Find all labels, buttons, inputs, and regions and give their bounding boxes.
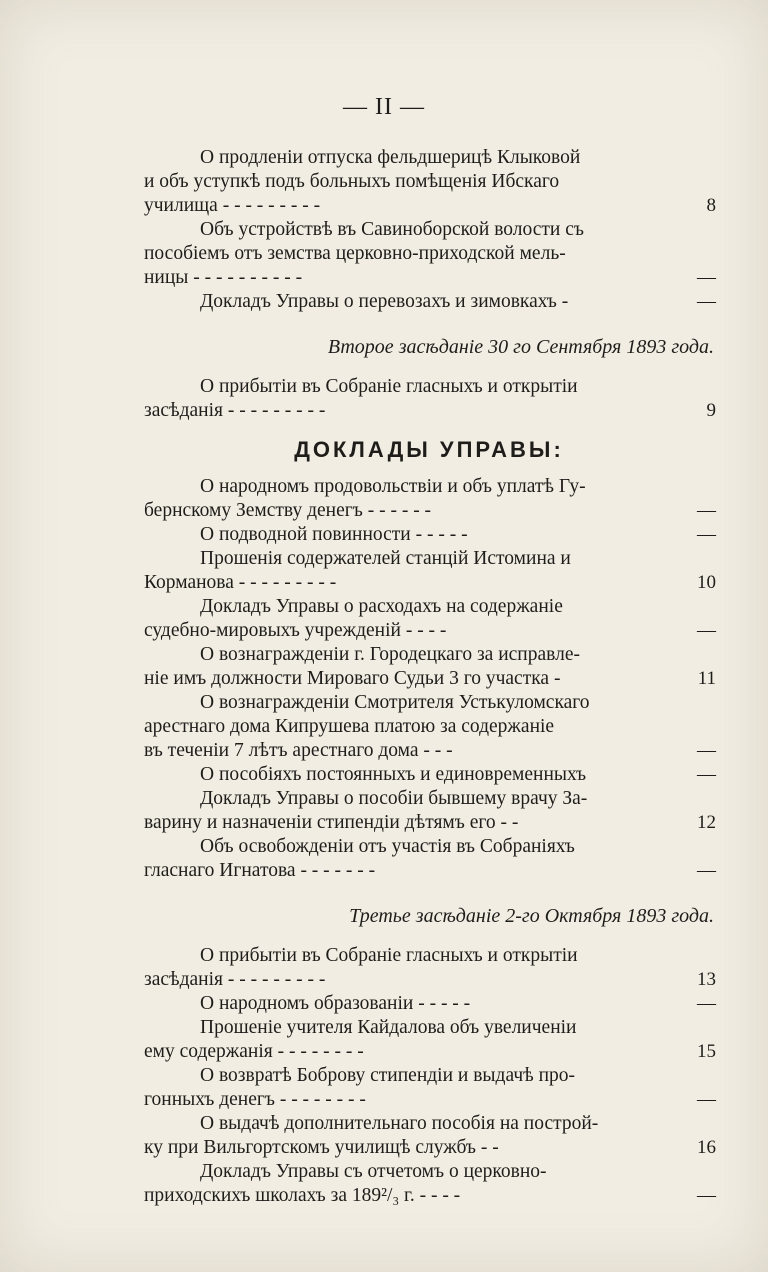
toc-entry-line: О подводной повинности - - - - - bbox=[200, 524, 468, 545]
toc-entry-line: училища - - - - - - - - - bbox=[144, 195, 321, 216]
toc-entry bbox=[144, 218, 714, 290]
toc-entry bbox=[144, 1064, 714, 1112]
toc-entry-page-number: — bbox=[697, 291, 716, 312]
toc-entry-line: въ теченіи 7 лѣтъ арестнаго дома - - - bbox=[144, 740, 453, 761]
toc-entry bbox=[144, 1160, 714, 1208]
toc-entry-line: приходскихъ школахъ за 189²/₃ г. - - - - bbox=[144, 1185, 461, 1206]
toc-entry bbox=[144, 691, 714, 763]
heading-reports: ДОКЛАДЫ УПРАВЫ: bbox=[294, 437, 564, 462]
toc-block-first-session bbox=[144, 146, 714, 314]
toc-entry-line: и объ уступкѣ подъ больныхъ помѣщенія Ибскаго bbox=[144, 171, 560, 192]
toc-entry bbox=[144, 643, 714, 691]
toc-entry-line: Докладъ Управы о расходахъ на содержаніе bbox=[200, 596, 563, 617]
toc-entry-page-number: — bbox=[697, 1089, 716, 1110]
toc-entry-line: О прибытіи въ Собраніе гласныхъ и открытіи bbox=[200, 376, 578, 397]
toc-block-second-session-opening bbox=[144, 375, 714, 423]
toc-entry bbox=[144, 763, 714, 787]
toc-entry-line: ницы - - - - - - - - - - bbox=[144, 267, 303, 288]
toc-entry-line: Докладъ Управы съ отчетомъ о церковно- bbox=[200, 1161, 547, 1182]
toc-entry-line: гласнаго Игнатова - - - - - - - bbox=[144, 860, 376, 881]
toc-entry bbox=[144, 146, 714, 218]
toc-entry bbox=[144, 595, 714, 643]
toc-entry-line: гонныхъ денегъ - - - - - - - - bbox=[144, 1089, 366, 1110]
toc-entry bbox=[144, 1112, 714, 1160]
toc-entry-line: О вознагражденіи г. Городецкаго за исправле- bbox=[200, 644, 580, 665]
toc-entry-line: Объ устройствѣ въ Савиноборской волости съ bbox=[200, 219, 584, 240]
toc-entry-line: Прошеніе учителя Кайдалова объ увеличеніи bbox=[200, 1017, 577, 1038]
toc-entry-line: О вознагражденіи Смотрителя Устькуломскаго bbox=[200, 692, 590, 713]
toc-entry bbox=[144, 992, 714, 1016]
toc-entry-line: Докладъ Управы о пособіи бывшему врачу За- bbox=[200, 788, 588, 809]
toc-entry-page-number: — bbox=[697, 267, 716, 288]
toc-entry-line: варину и назначеніи стипендіи дѣтямъ его - - bbox=[144, 812, 519, 833]
toc-entry-line: Прошенія содержателей станцій Истомина и bbox=[200, 548, 571, 569]
toc-entry-line: О продленіи отпуска фельдшерицѣ Клыковой bbox=[200, 147, 581, 168]
toc-entry bbox=[144, 1016, 714, 1064]
toc-entry-page-number: — bbox=[697, 993, 716, 1014]
toc-entry-line: ніе имъ должности Мироваго Судьи 3 го участка - bbox=[144, 668, 561, 689]
toc-entry bbox=[144, 944, 714, 992]
toc-entry-line: О народномъ образованіи - - - - - bbox=[200, 993, 471, 1014]
toc-entry-page-number: — bbox=[697, 764, 716, 785]
toc-entry-page-number: 8 bbox=[706, 195, 716, 216]
toc-entry bbox=[144, 475, 714, 523]
toc-entry-line: О пособіяхъ постоянныхъ и единовременныхъ bbox=[200, 764, 587, 785]
toc-entry-line: бернскому Земству денегъ - - - - - - bbox=[144, 500, 432, 521]
section-title-third-session: Третье засѣданіе 2-го Октября 1893 года. bbox=[349, 905, 714, 927]
toc-entry-line: О выдачѣ дополнительнаго пособія на построй- bbox=[200, 1113, 599, 1134]
toc-entry-line: Объ освобожденіи отъ участія въ Собраніяхъ bbox=[200, 836, 575, 857]
toc-entry-line: О народномъ продовольствіи и объ уплатѣ Гу- bbox=[200, 476, 586, 497]
toc-entry-line: засѣданія - - - - - - - - - bbox=[144, 400, 326, 421]
toc-entry-line: Корманова - - - - - - - - - bbox=[144, 572, 337, 593]
toc-block-third-session bbox=[144, 944, 714, 1208]
toc-entry-page-number: 11 bbox=[697, 668, 716, 689]
toc-entry bbox=[144, 375, 714, 423]
toc-entry-page-number: 15 bbox=[697, 1041, 716, 1062]
toc-entry-page-number: — bbox=[697, 524, 716, 545]
toc-entry bbox=[144, 523, 714, 547]
toc-entry bbox=[144, 290, 714, 314]
toc-content bbox=[144, 146, 714, 1208]
toc-entry-line: судебно-мировыхъ учрежденій - - - - bbox=[144, 620, 447, 641]
toc-entry-page-number: — bbox=[697, 740, 716, 761]
toc-entry bbox=[144, 547, 714, 595]
toc-entry-page-number: — bbox=[697, 1185, 716, 1206]
toc-entry-page-number: 9 bbox=[706, 400, 716, 421]
toc-entry-line: пособіемъ отъ земства церковно-приходской мель- bbox=[144, 243, 566, 264]
toc-block-reports bbox=[144, 475, 714, 883]
toc-entry-line: ку при Вильгортскомъ училищѣ службъ - - bbox=[144, 1137, 499, 1158]
toc-entry-line: арестнаго дома Кипрушева платою за содержаніе bbox=[144, 716, 555, 737]
toc-entry-page-number: 16 bbox=[697, 1137, 716, 1158]
toc-entry-line: Докладъ Управы о перевозахъ и зимовкахъ - bbox=[200, 291, 569, 312]
page-number-header: — II — bbox=[343, 94, 425, 120]
toc-entry bbox=[144, 835, 714, 883]
toc-entry-line: О прибытіи въ Собраніе гласныхъ и открытіи bbox=[200, 945, 578, 966]
section-title-second-session: Второе засѣданіе 30 го Сентября 1893 года. bbox=[327, 336, 714, 358]
toc-entry-page-number: 13 bbox=[697, 969, 716, 990]
toc-entry-line: ему содержанія - - - - - - - - bbox=[144, 1041, 364, 1062]
toc-entry-page-number: — bbox=[697, 860, 716, 881]
toc-entry-line: засѣданія - - - - - - - - - bbox=[144, 969, 326, 990]
toc-entry-page-number: 12 bbox=[697, 812, 716, 833]
toc-entry-page-number: — bbox=[697, 500, 716, 521]
toc-entry-line: О возвратѣ Боброву стипендіи и выдачѣ про- bbox=[200, 1065, 576, 1086]
toc-entry bbox=[144, 787, 714, 835]
toc-entry-page-number: — bbox=[697, 620, 716, 641]
toc-entry-page-number: 10 bbox=[697, 572, 716, 593]
